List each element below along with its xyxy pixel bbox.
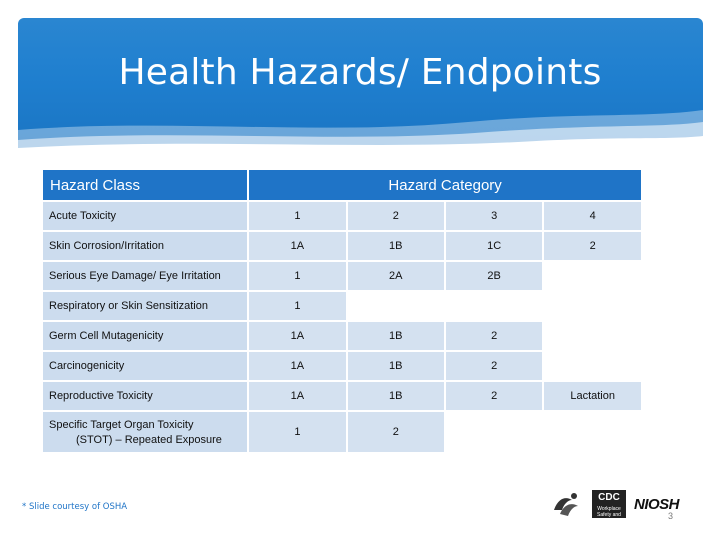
table-row: [43, 382, 641, 410]
category-cell: 3: [446, 202, 542, 230]
category-cell: 1B: [348, 352, 444, 380]
table-row: [43, 262, 641, 290]
category-cell: 1A: [249, 322, 345, 350]
header-hazard-category: Hazard Category: [249, 170, 641, 200]
category-cell: 1C: [446, 232, 542, 260]
category-cell: 1: [249, 412, 345, 452]
category-cell: 1: [249, 202, 345, 230]
category-cell: 1A: [249, 352, 345, 380]
row-label: Skin Corrosion/Irritation: [43, 232, 247, 260]
source-footnote: * Slide courtesy of OSHA: [22, 502, 128, 512]
cdc-logo-text: CDC: [598, 492, 620, 503]
empty-cell: [544, 322, 641, 350]
row-label: Reproductive Toxicity: [43, 382, 247, 410]
category-cell: 1B: [348, 382, 444, 410]
category-cell: 2: [544, 232, 641, 260]
table-row: [43, 292, 641, 320]
category-cell: 1: [249, 292, 345, 320]
cdc-logo-icon: [592, 490, 626, 524]
cdc-logo-subtext: Workplace Safety and Health: [597, 506, 621, 524]
category-cell: 2B: [446, 262, 542, 290]
category-cell: 2: [348, 202, 444, 230]
row-label: Germ Cell Mutagenicity: [43, 322, 247, 350]
row-label: Serious Eye Damage/ Eye Irritation: [43, 262, 247, 290]
empty-cell: [544, 262, 641, 290]
category-cell: 1: [249, 262, 345, 290]
header-hazard-class: Hazard Class: [43, 170, 247, 200]
row-label-line2: (STOT) – Repeated Exposure: [76, 434, 222, 446]
category-cell: Lactation: [544, 382, 641, 410]
category-cell: 2: [348, 412, 444, 452]
niosh-logo-icon: NIOSH: [634, 496, 680, 513]
table-header-row: [43, 170, 641, 200]
page-number: 3: [668, 511, 674, 521]
category-cell: 2A: [348, 262, 444, 290]
empty-cell: [544, 352, 641, 380]
table-row: [43, 322, 641, 350]
category-cell: 2: [446, 352, 542, 380]
empty-cell: [348, 292, 444, 320]
table-row: [43, 232, 641, 260]
page-title: Health Hazards/ Endpoints: [118, 52, 602, 93]
table-row: [43, 202, 641, 230]
category-cell: 1B: [348, 322, 444, 350]
table-row: [43, 412, 641, 452]
row-label: Respiratory or Skin Sensitization: [43, 292, 247, 320]
table-row: [43, 352, 641, 380]
category-cell: 1A: [249, 382, 345, 410]
row-label-line1: Specific Target Organ Toxicity: [49, 419, 194, 431]
row-label: [43, 412, 247, 452]
hazard-table: [41, 168, 643, 454]
empty-cell: [446, 292, 542, 320]
empty-cell: [446, 412, 542, 452]
empty-cell: [544, 292, 641, 320]
category-cell: 2: [446, 322, 542, 350]
category-cell: 1B: [348, 232, 444, 260]
category-cell: 1A: [249, 232, 345, 260]
hhs-logo-icon: [550, 490, 582, 518]
row-label: Acute Toxicity: [43, 202, 247, 230]
category-cell: 2: [446, 382, 542, 410]
empty-cell: [544, 412, 641, 452]
category-cell: 4: [544, 202, 641, 230]
row-label: Carcinogenicity: [43, 352, 247, 380]
